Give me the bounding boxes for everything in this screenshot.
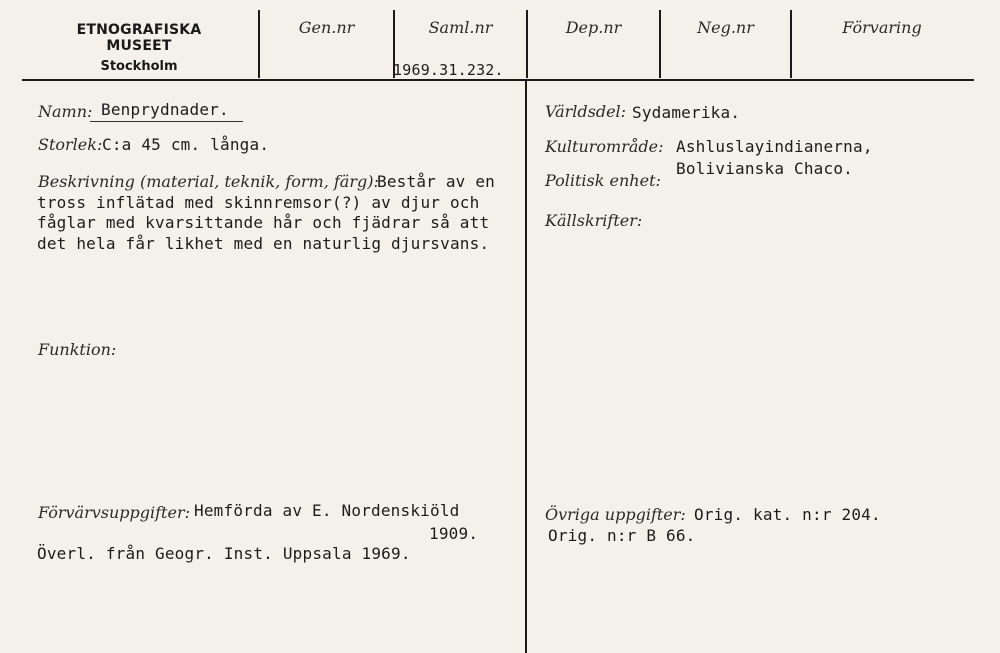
- ovriga-label: Övriga uppgifter:: [545, 505, 686, 524]
- forvarv-line-3: Överl. från Geogr. Inst. Uppsala 1969.: [37, 544, 411, 563]
- politisk-enhet-label: Politisk enhet:: [545, 171, 661, 190]
- center-divider: [525, 80, 527, 653]
- storlek-label: Storlek:: [38, 135, 103, 154]
- forvarv-line-2: 1909.: [429, 524, 479, 543]
- kulturomrade-line-2: Bolivianska Chaco.: [676, 159, 853, 178]
- beskrivning-line-1: Består av en: [377, 172, 495, 191]
- beskrivning-line-3: fåglar med kvarsittande hår och fjädrar så att: [37, 213, 490, 232]
- forvarv-line-1: Hemförda av E. Nordenskiöld: [194, 501, 460, 520]
- beskrivning-line-4: det hela får likhet med en naturlig djursvans.: [37, 234, 490, 253]
- beskrivning-label: Beskrivning (material, teknik, form, färg):: [38, 172, 379, 191]
- kulturomrade-label: Kulturområde:: [545, 137, 664, 156]
- namn-underline: [90, 121, 243, 122]
- kallskrifter-label: Källskrifter:: [545, 211, 643, 230]
- beskrivning-line-2: tross inflätad med skinnremsor(?) av djur och: [37, 193, 480, 212]
- neg-nr-header: Neg.nr: [697, 18, 754, 37]
- namn-value: Benprydnader.: [101, 100, 229, 119]
- museum-city: Stockholm: [100, 59, 178, 74]
- dep-nr-header: Dep.nr: [565, 18, 622, 37]
- ovriga-line-1: Orig. kat. n:r 204.: [694, 505, 881, 524]
- varldsdel-label: Världsdel:: [545, 102, 627, 121]
- storlek-value: C:a 45 cm. långa.: [102, 135, 270, 154]
- saml-nr-value: 1969.31.232.: [393, 61, 504, 79]
- ovriga-line-2: Orig. n:r B 66.: [548, 526, 696, 545]
- header-rule: [22, 79, 974, 81]
- varldsdel-value: Sydamerika.: [632, 103, 741, 122]
- forvaring-header: Förvaring: [842, 18, 922, 37]
- forvarv-label: Förvärvsuppgifter:: [38, 503, 190, 522]
- kulturomrade-line-1: Ashluslayindianerna,: [676, 137, 873, 156]
- gen-nr-header: Gen.nr: [298, 18, 355, 37]
- saml-nr-header: Saml.nr: [428, 18, 493, 37]
- museum-heading: [44, 22, 234, 74]
- namn-label: Namn:: [38, 102, 93, 121]
- funktion-label: Funktion:: [38, 340, 117, 359]
- museum-name: ETNOGRAFISKA MUSEET: [76, 22, 202, 54]
